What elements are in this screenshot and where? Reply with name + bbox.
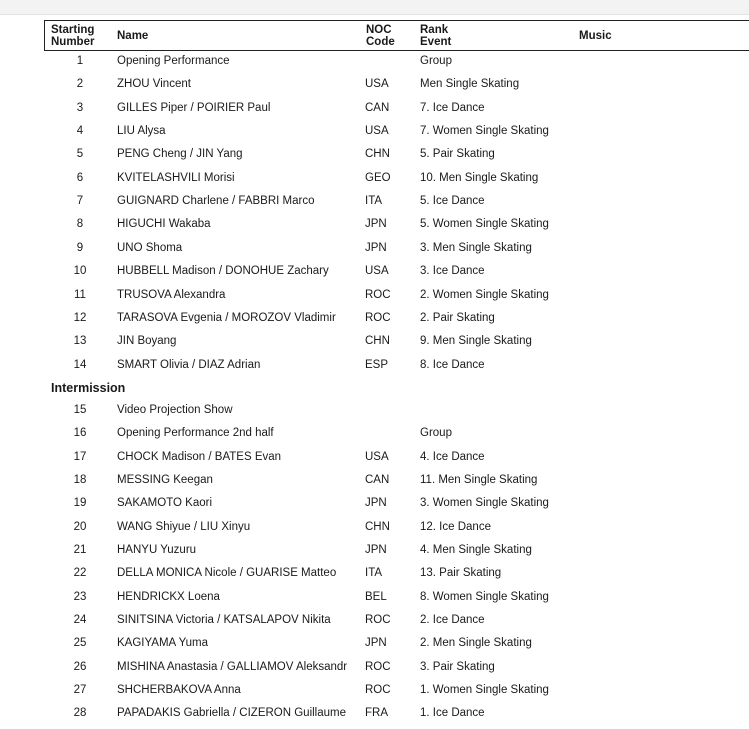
table-row — [44, 634, 749, 652]
table-row — [44, 401, 749, 419]
row-noc-code: JPN — [365, 544, 387, 556]
page-top-strip — [0, 0, 749, 15]
row-rank-event: Group — [420, 55, 452, 67]
row-noc-code: JPN — [365, 241, 387, 254]
row-rank-event: 1. Women Single Skating — [420, 684, 549, 697]
row-starting-number: 8 — [76, 218, 84, 231]
header-rank-line2: Event — [420, 36, 452, 48]
row-noc-code: JPN — [365, 218, 387, 231]
header-starting-line1: Starting — [51, 24, 95, 36]
row-rank-event: 8. Ice Dance — [420, 358, 485, 371]
row-noc-code: ROC — [365, 660, 391, 673]
row-rank-event: 3. Ice Dance — [420, 265, 485, 278]
row-noc-code: USA — [365, 265, 389, 278]
header-rank-event — [420, 24, 451, 48]
row-starting-number: 22 — [73, 567, 87, 580]
table-row — [44, 99, 749, 117]
row-noc-code: USA — [365, 125, 389, 138]
row-rank-event: Group — [420, 427, 452, 440]
header-name: Name — [117, 30, 149, 42]
table-row — [44, 424, 749, 442]
table-row — [44, 658, 749, 676]
row-starting-number: 11 — [74, 288, 86, 301]
row-starting-number: 27 — [73, 684, 87, 697]
row-rank-event: 5. Pair Skating — [420, 148, 495, 161]
header-noc-code — [366, 24, 395, 48]
row-name: WANG Shiyue / LIU Xinyu — [117, 520, 251, 533]
row-starting-number: 9 — [76, 241, 84, 254]
row-starting-number: 10 — [73, 265, 87, 278]
table-row — [44, 145, 749, 163]
header-noc-line2: Code — [366, 36, 395, 48]
row-name: TARASOVA Evgenia / MOROZOV Vladimir — [117, 311, 336, 324]
row-starting-number: 2 — [76, 78, 84, 91]
header-starting-number — [51, 24, 94, 48]
row-rank-event: 4. Men Single Skating — [420, 544, 532, 556]
table-row — [44, 518, 749, 536]
row-noc-code: FRA — [365, 707, 388, 720]
row-rank-event: 8. Women Single Skating — [420, 590, 549, 603]
row-noc-code: USA — [365, 450, 389, 463]
row-name: TRUSOVA Alexandra — [117, 288, 226, 301]
row-rank-event: 7. Women Single Skating — [420, 125, 549, 138]
row-starting-number: 3 — [76, 101, 84, 114]
row-name: ZHOU Vincent — [117, 78, 191, 91]
row-noc-code: CAN — [365, 101, 390, 114]
row-rank-event: Men Single Skating — [420, 78, 520, 91]
row-noc-code: USA — [365, 78, 389, 91]
row-noc-code: GEO — [365, 171, 391, 184]
table-row — [44, 448, 749, 466]
table-row — [44, 611, 749, 629]
row-starting-number: 19 — [73, 497, 87, 510]
header-music: Music — [579, 30, 612, 42]
row-starting-number: 26 — [73, 660, 87, 673]
row-starting-number: 21 — [73, 544, 87, 556]
row-rank-event: 2. Women Single Skating — [420, 288, 549, 301]
row-starting-number: 5 — [76, 148, 84, 161]
row-name: PAPADAKIS Gabriella / CIZERON Guillaume — [117, 707, 347, 720]
row-name: HANYU Yuzuru — [117, 544, 197, 556]
row-noc-code: CAN — [365, 473, 390, 486]
table-row — [44, 541, 749, 559]
row-noc-code: JPN — [365, 497, 387, 510]
row-name: MESSING Keegan — [117, 473, 213, 486]
table-row — [44, 309, 749, 327]
row-name: GUIGNARD Charlene / FABBRI Marco — [117, 195, 315, 208]
table-row — [44, 564, 749, 582]
table-row — [44, 681, 749, 699]
table-row — [44, 52, 749, 70]
row-rank-event: 12. Ice Dance — [420, 520, 491, 533]
row-rank-event: 2. Pair Skating — [420, 311, 495, 324]
row-rank-event: 1. Ice Dance — [420, 707, 485, 720]
row-noc-code: BEL — [365, 590, 387, 603]
row-noc-code: CHN — [365, 148, 390, 161]
row-name: UNO Shoma — [117, 241, 183, 254]
row-starting-number: 15 — [73, 403, 87, 416]
row-starting-number: 4 — [76, 125, 84, 138]
row-name: SAKAMOTO Kaori — [117, 497, 213, 510]
row-name: HUBBELL Madison / DONOHUE Zachary — [117, 265, 329, 278]
row-noc-code: ROC — [365, 311, 391, 324]
row-starting-number: 23 — [73, 590, 87, 603]
table-row — [44, 588, 749, 606]
row-starting-number: 6 — [76, 171, 84, 184]
section-intermission: Intermission — [51, 380, 126, 395]
table-row — [44, 239, 749, 257]
row-name: Opening Performance — [117, 55, 230, 67]
table-row — [44, 332, 749, 350]
row-starting-number: 24 — [73, 614, 87, 627]
row-name: GILLES Piper / POIRIER Paul — [117, 101, 271, 114]
row-name: Video Projection Show — [117, 403, 233, 416]
row-rank-event: 5. Women Single Skating — [420, 218, 549, 231]
table-row — [44, 169, 749, 187]
row-starting-number: 25 — [73, 637, 87, 650]
table-row — [44, 75, 749, 93]
row-starting-number: 20 — [73, 520, 87, 533]
table-header — [44, 20, 749, 51]
row-name: MISHINA Anastasia / GALLIAMOV Aleksandr — [117, 660, 348, 673]
table-row — [44, 192, 749, 210]
row-noc-code: ROC — [365, 684, 391, 697]
row-starting-number: 28 — [73, 707, 87, 720]
row-rank-event: 13. Pair Skating — [420, 567, 502, 580]
row-noc-code: CHN — [365, 335, 390, 348]
row-rank-event: 2. Ice Dance — [420, 614, 485, 627]
row-name: JIN Boyang — [117, 335, 177, 348]
header-rank-line1: Rank — [420, 24, 449, 36]
table-row — [44, 356, 749, 374]
row-name: SMART Olivia / DIAZ Adrian — [117, 358, 261, 371]
row-noc-code: CHN — [365, 520, 390, 533]
row-rank-event: 3. Men Single Skating — [420, 241, 532, 254]
header-noc-line1: NOC — [366, 24, 392, 36]
row-rank-event: 10. Men Single Skating — [420, 171, 539, 184]
row-noc-code: ROC — [365, 288, 391, 301]
table-row — [44, 471, 749, 489]
row-name: PENG Cheng / JIN Yang — [117, 148, 243, 161]
row-name: SINITSINA Victoria / KATSALAPOV Nikita — [117, 614, 331, 627]
row-starting-number: 13 — [73, 335, 87, 348]
row-noc-code: ITA — [365, 567, 383, 580]
table-row — [44, 494, 749, 512]
row-name: CHOCK Madison / BATES Evan — [117, 450, 282, 463]
row-starting-number: 16 — [73, 427, 87, 440]
row-noc-code: ESP — [365, 358, 389, 371]
row-name: HIGUCHI Wakaba — [117, 218, 211, 231]
header-starting-line2: Number — [51, 36, 95, 48]
row-starting-number: 18 — [73, 473, 87, 486]
row-rank-event: 2. Men Single Skating — [420, 637, 532, 650]
row-name: SHCHERBAKOVA Anna — [117, 684, 241, 697]
row-starting-number: 14 — [73, 358, 87, 371]
row-name: LIU Alysa — [117, 125, 166, 138]
row-name: HENDRICKX Loena — [117, 590, 220, 603]
row-rank-event: 9. Men Single Skating — [420, 335, 532, 348]
row-name: DELLA MONICA Nicole / GUARISE Matteo — [117, 567, 337, 580]
table-row — [44, 704, 749, 722]
row-rank-event: 11. Men Single Skating — [420, 473, 538, 486]
table-row — [44, 122, 749, 140]
row-noc-code: ROC — [365, 614, 391, 627]
row-rank-event: 3. Pair Skating — [420, 660, 495, 673]
row-name: KAGIYAMA Yuma — [117, 637, 208, 650]
table-row — [44, 262, 749, 280]
row-starting-number: 17 — [73, 450, 87, 463]
row-name: KVITELASHVILI Morisi — [117, 171, 235, 184]
row-noc-code: JPN — [365, 637, 387, 650]
table-row — [44, 286, 749, 304]
row-name: Opening Performance 2nd half — [117, 427, 274, 440]
row-rank-event: 3. Women Single Skating — [420, 497, 549, 510]
row-rank-event: 5. Ice Dance — [420, 195, 485, 208]
row-noc-code: ITA — [365, 195, 383, 208]
row-starting-number: 7 — [76, 195, 84, 208]
row-rank-event: 4. Ice Dance — [420, 450, 485, 463]
row-starting-number: 12 — [73, 311, 87, 324]
row-rank-event: 7. Ice Dance — [420, 101, 485, 114]
row-starting-number: 1 — [76, 55, 84, 67]
table-row — [44, 215, 749, 233]
